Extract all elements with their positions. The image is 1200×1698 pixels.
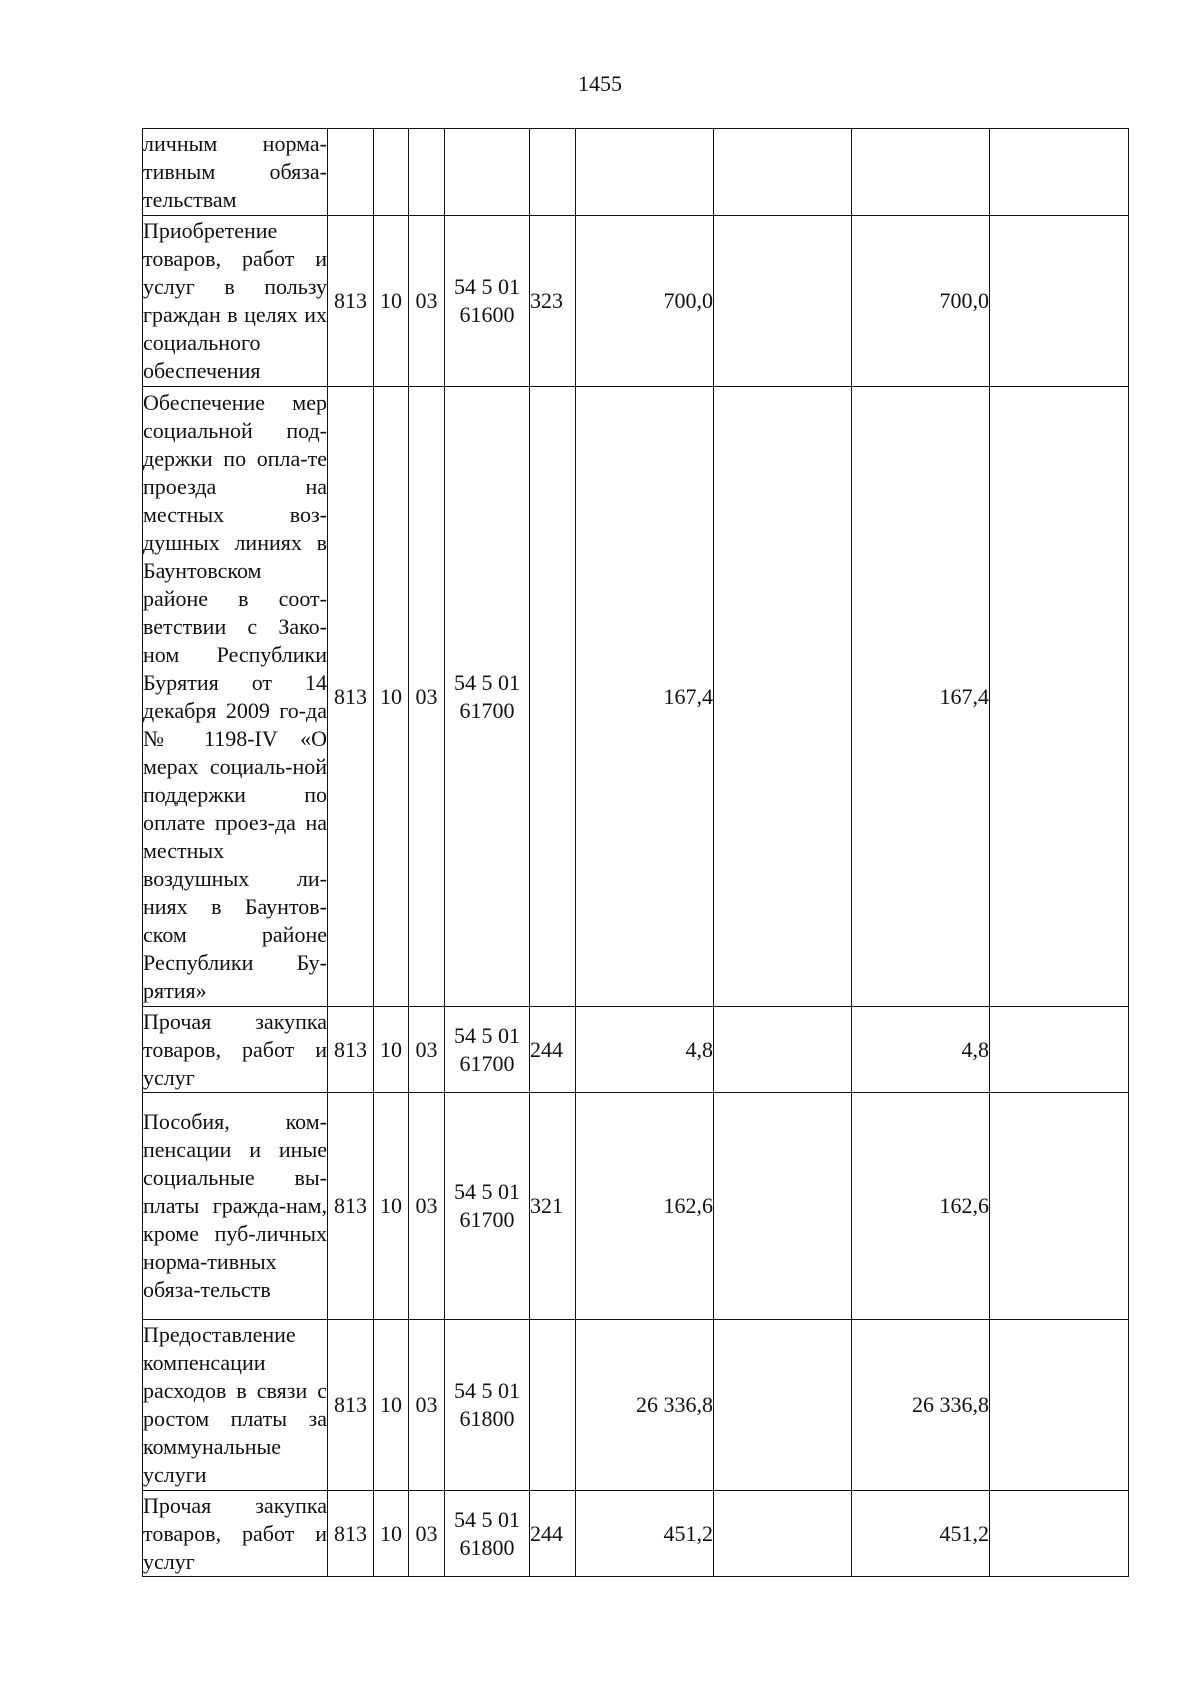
amount-cell [990,1491,1129,1577]
row-description: Прочая закупка товаров, работ и услуг [143,1491,328,1577]
amount-cell [714,1320,852,1491]
amount-cell [714,1093,852,1320]
amount-cell [576,129,714,216]
subsection-code: 03 [409,1093,445,1320]
amount-cell [990,1320,1129,1491]
row-description: Прочая закупка товаров, работ и услуг [143,1007,328,1093]
subsection-code: 03 [409,1491,445,1577]
expense-type-code [530,387,576,1007]
amount-cell [714,1007,852,1093]
amount-cell: 4,8 [852,1007,990,1093]
amount-cell: 26 336,8 [852,1320,990,1491]
amount-cell [714,216,852,387]
subsection-code: 03 [409,387,445,1007]
section-code: 10 [374,1320,409,1491]
amount-cell: 451,2 [576,1491,714,1577]
table-row [143,1491,1129,1577]
expense-type-code: 244 [530,1007,576,1093]
amount-cell: 167,4 [576,387,714,1007]
target-article-code [445,129,530,216]
amount-cell [714,1491,852,1577]
amount-cell [852,129,990,216]
ministry-code: 813 [328,387,374,1007]
subsection-code: 03 [409,1320,445,1491]
section-code: 10 [374,387,409,1007]
row-description: Предоставление компенсации расходов в связи с ростом платы за коммунальные услуги [143,1320,328,1491]
amount-cell: 26 336,8 [576,1320,714,1491]
subsection-code [409,129,445,216]
ministry-code: 813 [328,216,374,387]
row-description: личным норма-тивным обяза-тельствам [143,129,328,216]
target-article-code: 54 5 01 61800 [445,1320,530,1491]
expense-type-code: 323 [530,216,576,387]
amount-cell: 700,0 [576,216,714,387]
table-row [143,216,1129,387]
section-code: 10 [374,1007,409,1093]
section-code: 10 [374,1093,409,1320]
ministry-code [328,129,374,216]
section-code: 10 [374,1491,409,1577]
amount-cell [990,129,1129,216]
table-row [143,1320,1129,1491]
expense-type-code [530,1320,576,1491]
amount-cell: 4,8 [576,1007,714,1093]
amount-cell [990,1007,1129,1093]
target-article-code: 54 5 01 61800 [445,1491,530,1577]
amount-cell: 451,2 [852,1491,990,1577]
target-article-code: 54 5 01 61600 [445,216,530,387]
amount-cell: 162,6 [852,1093,990,1320]
table-row [143,129,1129,216]
amount-cell: 700,0 [852,216,990,387]
expense-type-code: 321 [530,1093,576,1320]
row-description: Пособия, ком-пенсации и иные социальные вы-платы гражда-нам, кроме пуб-личных норма-тивных обяза-тельств [143,1093,328,1320]
page-number: 1455 [578,71,622,96]
row-description: Обеспечение мер социальной под-держки по опла-те проезда на местных воз-душных линиях в Баунтовском районе в соот-ветствии с Зако-ном Республики Бурятия от 14 декабря 2009 го-да № 1198-IV «О мерах социаль-ной поддержки по оплате проез-да на местных воздушных ли-ниях в Баунтов-ском районе Республики Бу-рятия» [143,387,328,1007]
amount-cell [714,129,852,216]
budget-table [142,128,1129,1577]
amount-cell [990,387,1129,1007]
ministry-code: 813 [328,1093,374,1320]
subsection-code: 03 [409,216,445,387]
table-row [143,387,1129,1007]
subsection-code: 03 [409,1007,445,1093]
expense-type-code [530,129,576,216]
amount-cell [990,1093,1129,1320]
ministry-code: 813 [328,1491,374,1577]
table-row [143,1007,1129,1093]
ministry-code: 813 [328,1320,374,1491]
amount-cell: 162,6 [576,1093,714,1320]
section-code [374,129,409,216]
amount-cell [714,387,852,1007]
expense-type-code: 244 [530,1491,576,1577]
row-description: Приобретение товаров, работ и услуг в пользу граждан в целях их социального обеспечения [143,216,328,387]
amount-cell [990,216,1129,387]
ministry-code: 813 [328,1007,374,1093]
amount-cell: 167,4 [852,387,990,1007]
target-article-code: 54 5 01 61700 [445,1093,530,1320]
target-article-code: 54 5 01 61700 [445,387,530,1007]
target-article-code: 54 5 01 61700 [445,1007,530,1093]
section-code: 10 [374,216,409,387]
table-row [143,1093,1129,1320]
